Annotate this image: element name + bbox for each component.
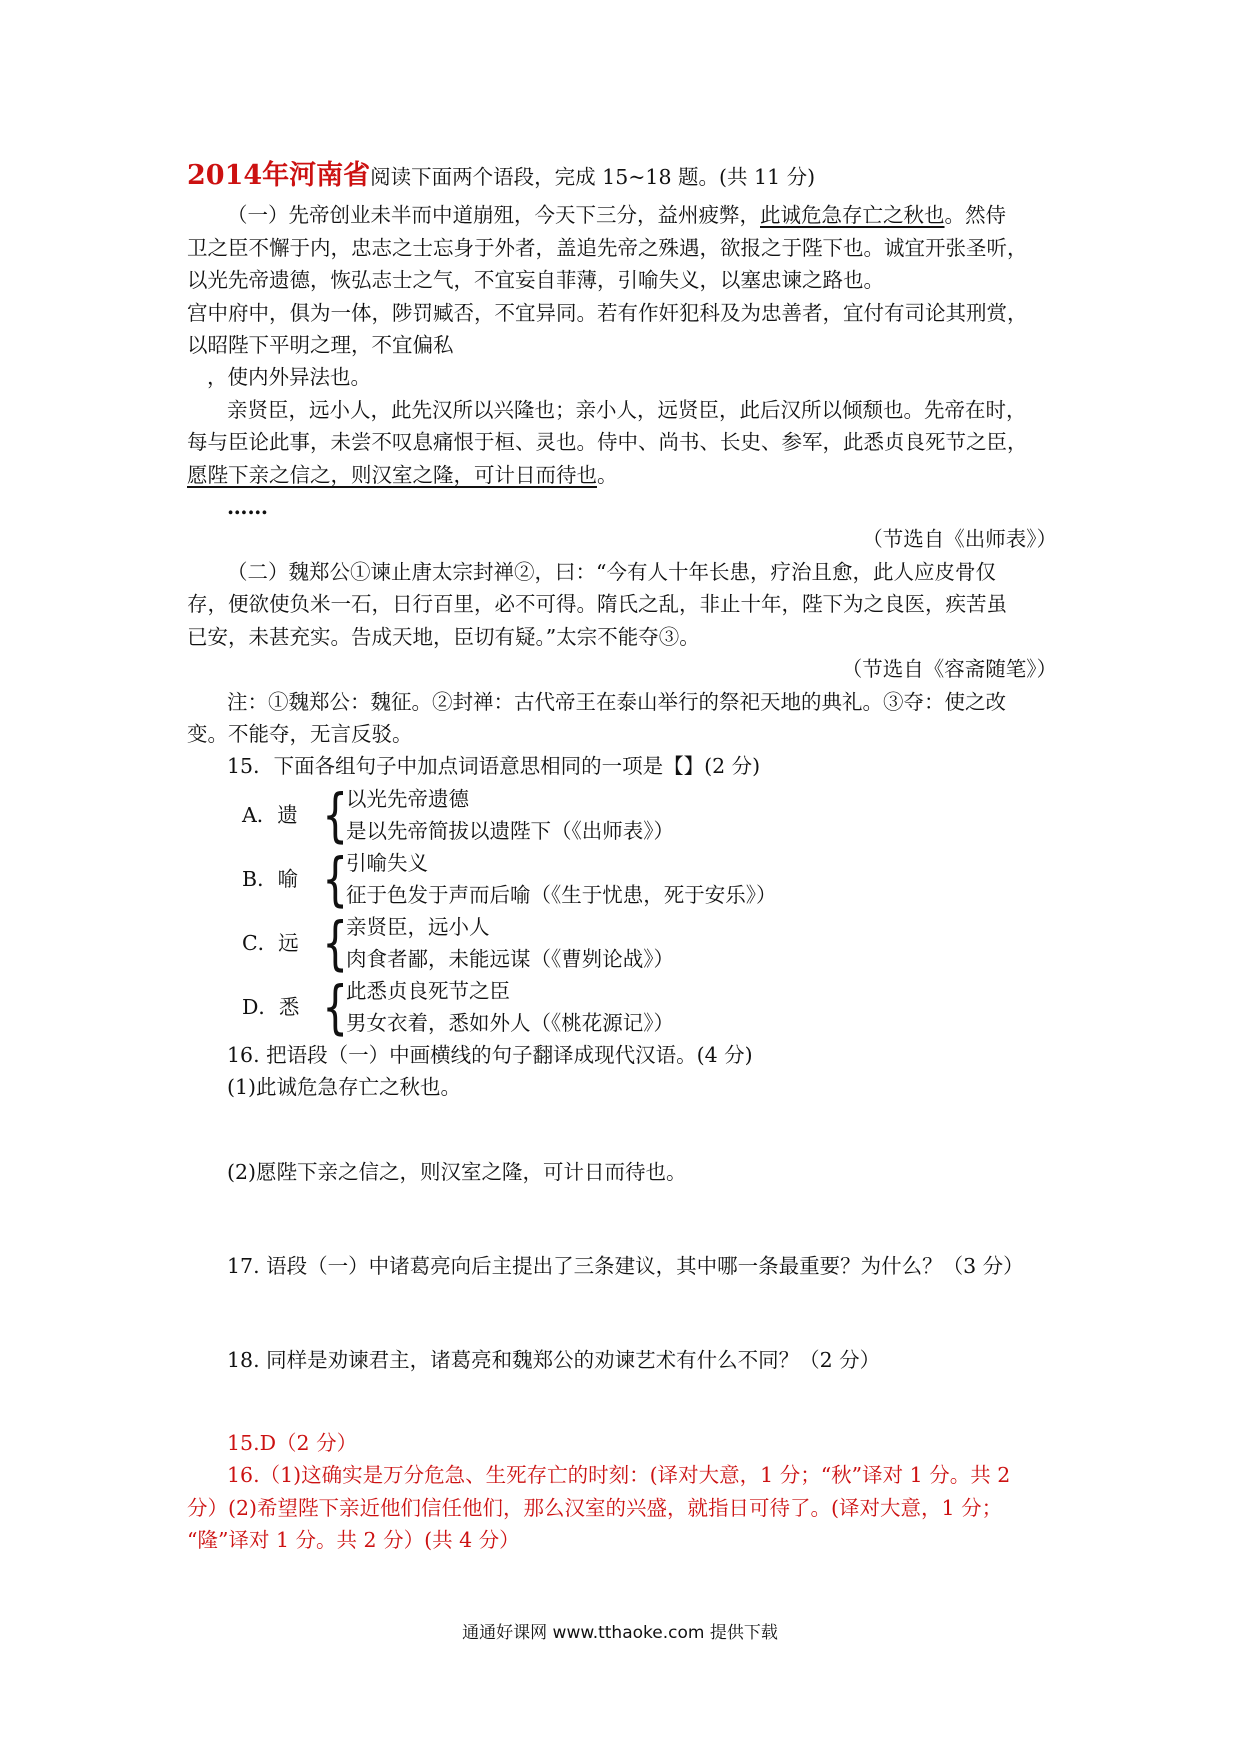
question-stem: 15．下面各组句子中加点词语意思相同的一项是【】(2 分) xyxy=(227,754,761,779)
passage-line: 亲贤臣，远小人，此先汉所以兴隆也；亲小人，远贤臣，此后汉所以倾颓也。先帝在时， xyxy=(227,397,1027,422)
ellipsis: …… xyxy=(227,495,268,520)
answer-section xyxy=(187,1427,1057,1557)
option-sentence: 以光先帝遗德 xyxy=(346,786,469,811)
passage-line: 宫中府中，俱为一体，陟罚臧否，不宜异同。若有作奸犯科及为忠善者，宜付有司论其刑赏， xyxy=(187,300,1028,325)
passage-line xyxy=(187,199,1057,231)
answer-15: 15.D（2 分） xyxy=(227,1430,358,1455)
reading-instruction: 阅读下面两个语段，完成 15~18 题。(共 11 分) xyxy=(370,165,816,189)
option-sentence: 肉食者鄙，未能远谋（《曹刿论战》） xyxy=(346,946,674,971)
download-footer: 通通好课网 www.tthaoke.com 提供下载 xyxy=(462,1623,778,1643)
passage-line xyxy=(187,459,1057,491)
passage-line: 以昭陛下平明之理，不宜偏私 xyxy=(187,333,454,358)
question-sub-item: (2)愿陛下亲之信之，则汉室之隆，可计日而待也。 xyxy=(227,1159,687,1184)
option-sentence: 征于色发于声而后喻（《生于忧患，死于安乐》） xyxy=(346,882,777,907)
underlined-sentence-1: 此诚危急存亡之秋也 xyxy=(760,203,945,228)
option-d xyxy=(242,972,1057,1041)
year-region-title: 2014年河南省 xyxy=(187,160,371,191)
passage-source: （节选自《出师表》） xyxy=(862,527,1057,552)
option-sentence: 引喻失义 xyxy=(346,850,428,875)
passage-one xyxy=(187,199,1057,555)
question-sub-item: (1)此诚危急存亡之秋也。 xyxy=(227,1075,462,1100)
question-15 xyxy=(187,750,1057,1041)
option-sentence: 此悉贞良死节之臣 xyxy=(346,978,510,1003)
exam-header xyxy=(187,160,1057,193)
brace-icon: { xyxy=(322,908,349,977)
underlined-sentence-2: 愿陛下亲之信之，则汉室之隆，可计日而待也 xyxy=(187,462,597,487)
passage-two xyxy=(187,556,1057,750)
passage-line: 以光先帝遗德，恢弘志士之气，不宜妄自菲薄，引喻失义，以塞忠谏之路也。 xyxy=(187,268,884,293)
brace-icon: { xyxy=(322,972,349,1041)
question-18: 18. 同样是劝谏君主，诸葛亮和魏郑公的劝谏艺术有什么不同？（2 分） xyxy=(227,1348,881,1373)
brace-icon: { xyxy=(322,780,349,849)
annotation-note: 变。不能夺，无言反驳。 xyxy=(187,721,413,746)
option-label: D．悉 xyxy=(242,994,300,1019)
passage-text: 。然侍 xyxy=(944,203,1006,228)
passage-text: 。 xyxy=(597,462,618,487)
question-stem: 16. 把语段（一）中画横线的句子翻译成现代汉语。(4 分) xyxy=(227,1042,753,1067)
passage-line: 存，便欲使负米一石，日行百里，必不可得。隋氏之乱，非止十年，陛下为之良医，疾苦虽 xyxy=(187,592,1007,617)
passage-line: 卫之臣不懈于内，忠志之士忘身于外者，盖追先帝之殊遇，欲报之于陛下也。诚宜开张圣听， xyxy=(187,235,1028,260)
option-sentence: 亲贤臣，远小人 xyxy=(346,914,490,939)
option-label: C．远 xyxy=(242,930,299,955)
option-sentence: 是以先帝简拔以遗陛下（《出师表》） xyxy=(346,818,674,843)
question-17: 17. 语段（一）中诸葛亮向后主提出了三条建议，其中哪一条最重要？为什么？（3 分） xyxy=(227,1253,1024,1278)
passage-text: （一）先帝创业未半而中道崩殂，今天下三分，益州疲弊， xyxy=(227,203,760,228)
passage-line: 已安，未甚充实。告成天地，臣切有疑。”太宗不能夺③。 xyxy=(187,624,700,649)
answer-16-line: 16.（1)这确实是万分危急、生死存亡的时刻：(译对大意，1 分；“秋”译对 1 分。共 2 xyxy=(227,1463,1011,1488)
question-16 xyxy=(187,1039,1057,1188)
passage-line: （二）魏郑公①谏止唐太宗封禅②，曰：“今有人十年长患，疗治且愈，此人应皮骨仅 xyxy=(227,559,996,584)
option-c xyxy=(242,908,1057,977)
option-a xyxy=(242,780,1057,849)
passage-line: 每与臣论此事，未尝不叹息痛恨于桓、灵也。侍中、尚书、长史、参军，此悉贞良死节之臣， xyxy=(187,430,1028,455)
passage-source: （节选自《容斋随笔》） xyxy=(841,657,1057,682)
brace-icon: { xyxy=(322,844,349,913)
option-label: A．遗 xyxy=(242,802,298,827)
answer-16-line: 分）(2)希望陛下亲近他们信任他们，那么汉室的兴盛，就指日可待了。(译对大意，1 分； xyxy=(187,1495,1003,1520)
answer-16-line: “隆”译对 1 分。共 2 分）(共 4 分） xyxy=(187,1527,520,1552)
option-sentence: 男女衣着，悉如外人（《桃花源记》） xyxy=(346,1010,674,1035)
passage-line: ，使内外异法也。 xyxy=(207,365,371,390)
annotation-note: 注：①魏郑公：魏征。②封禅：古代帝王在泰山举行的祭祀天地的典礼。③夺：使之改 xyxy=(227,689,1006,714)
option-b xyxy=(242,844,1057,913)
option-label: B．喻 xyxy=(242,866,299,891)
exam-page xyxy=(187,160,1057,1556)
